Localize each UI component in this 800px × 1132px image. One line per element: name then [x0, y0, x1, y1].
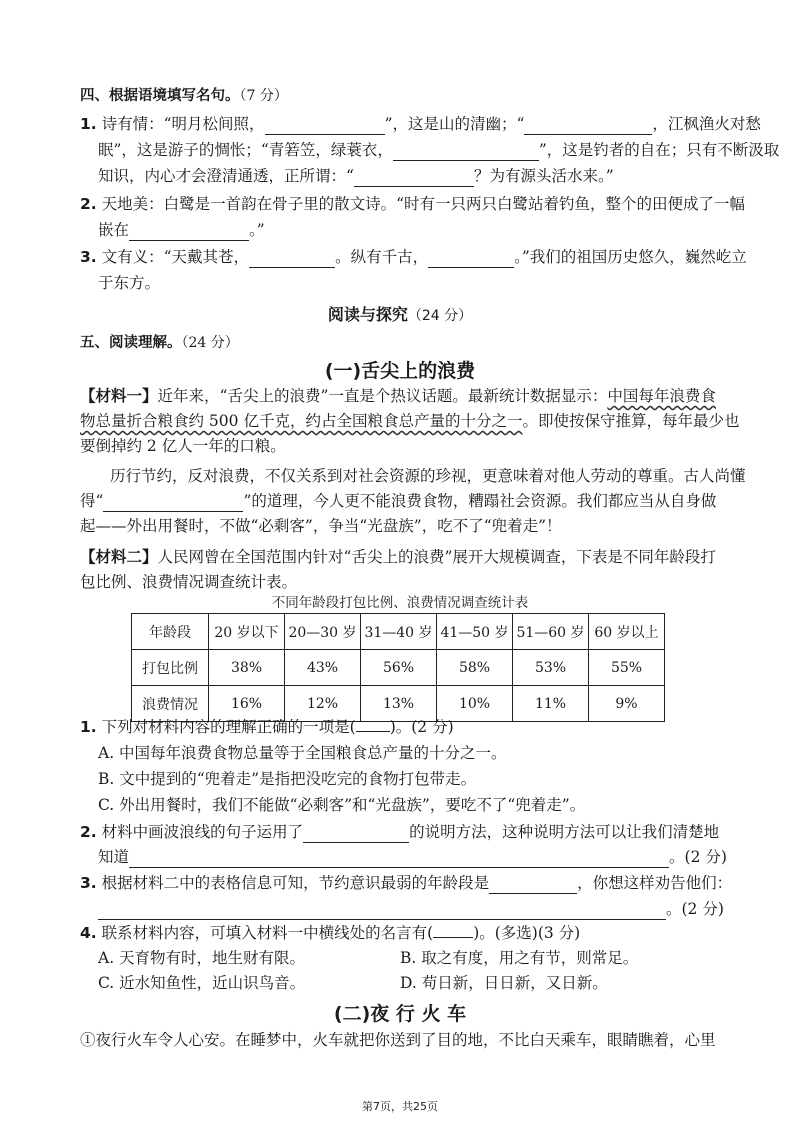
s4-q3-line2 [98, 272, 758, 294]
s4-q1-line2 [98, 139, 780, 161]
s4-q2-line1 [80, 193, 746, 215]
table-cell: 11% [513, 686, 589, 722]
q1-option-a: A. 中国每年浪费食物总量等于全国粮食总产量的十分之一。 [98, 744, 507, 762]
table-cell: 56% [361, 650, 437, 686]
s4-q2-text: 嵌在 [98, 221, 130, 239]
page-footer: 第7页，共25页 [362, 1100, 438, 1113]
s4-q3-text: 。”我们的祖国历史悠久，巍然屹立 [514, 248, 747, 266]
q3-text: ，你想这样劝告他们： [577, 874, 733, 892]
material1-line1 [80, 385, 740, 407]
section5-score: （24 分） [181, 335, 239, 351]
q4-options-row2 [98, 972, 758, 994]
s4-q1-number: 1. [80, 115, 97, 133]
section4-heading [80, 84, 740, 107]
material1-text: 得“ [80, 492, 104, 510]
q1-option-b: B. 文中提到的“兜着走”是指把没吃完的食物打包带走。 [98, 770, 477, 788]
s4-q2-line2 [98, 219, 758, 241]
q1-text: )。(2 分) [389, 718, 454, 736]
s4-q2-text: 。” [249, 221, 265, 239]
reading-title: 阅读与探究 [327, 305, 408, 324]
material2-text: 人民网曾在全国范围内针对“舌尖上的浪费”展开大规模调查，下表是不同年龄段打 [157, 548, 716, 566]
q3-text: 根据材料二中的表格信息可知，节约意识最弱的年龄段是 [101, 874, 490, 892]
blank-field[interactable] [393, 144, 539, 161]
table-cell: 51—60 岁 [513, 614, 589, 650]
section5-title: 五、阅读理解。 [80, 335, 182, 351]
table-cell: 20 岁以下 [209, 614, 285, 650]
s4-q2-text: 天地美：白鹭是一首韵在骨子里的散文诗。“时有一只两只白鹭站着钓鱼，整个的田便成了一幅 [101, 195, 746, 213]
blank-field[interactable] [428, 251, 514, 268]
table-cell: 12% [285, 686, 361, 722]
q2-text: 知道 [98, 848, 130, 866]
material1-text: 近年来，“舌尖上的浪费”一直是个热议话题。最新统计数据显示： [157, 387, 608, 405]
table-cell: 13% [361, 686, 437, 722]
table-cell: 浪费情况 [132, 686, 209, 722]
section4-title: 四、根据语境填写名句。 [80, 88, 240, 104]
material1-text: 起——外出用餐时，不做“必剩客”，争当“光盘族”，吃不了“兜着走”！ [80, 517, 562, 535]
table-cell: 9% [589, 686, 665, 722]
table-cell: 55% [589, 650, 665, 686]
table-cell: 60 岁以上 [589, 614, 665, 650]
blank-field[interactable] [524, 118, 652, 135]
blank-field[interactable] [129, 851, 669, 868]
material2-line1 [80, 546, 740, 568]
q4-options-row1 [98, 947, 758, 969]
q3-text: 。(2 分) [666, 900, 724, 918]
q4-option-a: A. 天育物有时，地生财有限。 [98, 949, 306, 967]
q4-number: 4. [80, 924, 97, 942]
s4-q2-number: 2. [80, 195, 97, 213]
q3-line2 [98, 898, 758, 920]
reading-score: （24 分） [407, 308, 473, 324]
s4-q1-text: ”，这是山的清幽；“ [384, 115, 525, 133]
table-cell: 41—50 岁 [437, 614, 513, 650]
q2-text: 材料中画波浪线的句子运用了 [101, 823, 304, 841]
blank-field[interactable] [489, 877, 577, 894]
q4-option-d: D. 苟日新，日日新，又日新。 [400, 974, 608, 992]
table-header-row [132, 614, 665, 650]
wavy-underlined-text: 物总量折合粮食约 500 亿千克，约占全国粮食总产量的十分之一 [80, 412, 523, 430]
section5-heading [80, 331, 740, 354]
material1-p2-line2 [80, 490, 740, 512]
material1-text: 。即使按保守推算，每年最少也 [522, 412, 740, 430]
table-cell: 53% [513, 650, 589, 686]
material2-tag: 【材料二】 [80, 548, 158, 566]
material1-tag: 【材料一】 [80, 387, 158, 405]
material1-text: 历行节约，反对浪费，不仅关系到对社会资源的珍视，更意味着对他人劳动的尊重。古人尚懂 [110, 467, 746, 485]
q4-text: 联系材料内容，可填入材料一中横线处的名言有( [101, 924, 434, 942]
s4-q3-text: 。纵有千古， [335, 248, 429, 266]
s4-q1-line3 [98, 165, 758, 187]
blank-field[interactable] [98, 903, 666, 920]
table-row [132, 650, 665, 686]
answer-blank[interactable] [356, 731, 390, 732]
q1-stem [80, 716, 740, 738]
material2-line2 [80, 571, 740, 593]
blank-field[interactable] [129, 224, 249, 241]
q4-option-c: C. 近水知鱼性，近山识鸟音。 [98, 974, 306, 992]
stats-table [131, 613, 665, 722]
q1-option-c: C. 外出用餐时，我们不能做“必剩客”和“光盘族”，要吃不了“兜着走”。 [98, 796, 586, 814]
table-cell: 58% [437, 650, 513, 686]
wavy-underlined-text: 中国每年浪费食 [607, 387, 716, 405]
q2-text: 的说明方法，这种说明方法可以让我们清楚地 [409, 823, 720, 841]
q2-number: 2. [80, 823, 97, 841]
blank-field[interactable] [354, 170, 474, 187]
material1-line2 [80, 410, 740, 432]
blank-field[interactable] [303, 826, 409, 843]
s4-q1-text: ，江枫渔火对愁 [652, 115, 761, 133]
table-title: 不同年龄段打包比例、浪费情况调查统计表 [271, 595, 529, 611]
q2-line2 [98, 846, 758, 868]
s4-q1-text: ”，这是钓者的自在；只有不断汲取 [538, 141, 780, 159]
q4-stem [80, 922, 740, 944]
material1-p2-line3 [80, 515, 740, 537]
s4-q1-text: 眠”，这是游子的惆怅；“青箬笠，绿蓑衣， [98, 141, 393, 159]
table-cell: 年龄段 [132, 614, 209, 650]
blank-field[interactable] [249, 251, 335, 268]
material1-text: ”的道理，今人更不能浪费食物，糟蹋社会资源。我们都应当从自身做 [243, 492, 717, 510]
q2-text: 。(2 分) [669, 848, 727, 866]
q1-text: 下列对材料内容的理解正确的一项是( [101, 718, 356, 736]
blank-field[interactable] [265, 118, 385, 135]
q4-option-b: B. 取之有度，用之有节，则常足。 [400, 949, 639, 967]
reading-header [0, 302, 800, 325]
table-cell: 20—30 岁 [285, 614, 361, 650]
q2-line1 [80, 821, 740, 843]
s4-q1-line1 [80, 113, 761, 135]
s4-q3-text: 文有义：“天戴其苍， [101, 248, 250, 266]
material1-line3 [80, 435, 740, 457]
article2-paragraph: ①夜行火车令人心安。在睡梦中，火车就把你送到了目的地，不比白天乘车，眼睛瞧着，心里 [80, 1031, 716, 1049]
s4-q3-text: 于东方。 [98, 274, 161, 292]
s4-q1-text: 诗有情：“明月松间照， [101, 115, 265, 133]
q4-text: )。(多选)(3 分) [473, 924, 581, 942]
table-cell: 31—40 岁 [361, 614, 437, 650]
material2-text: 包比例、浪费情况调查统计表。 [80, 573, 298, 591]
article1-title: (一)舌尖上的浪费 [324, 360, 476, 382]
table-cell: 38% [209, 650, 285, 686]
answer-blank[interactable] [433, 937, 473, 938]
article2-title: (二)夜 行 火 车 [333, 1003, 467, 1025]
q1-number: 1. [80, 718, 97, 736]
q3-line1 [80, 872, 740, 894]
q3-number: 3. [80, 874, 97, 892]
table-cell: 打包比例 [132, 650, 209, 686]
s4-q1-text: 知识，内心才会澄清通透，正所谓：“ [98, 167, 354, 185]
material1-text: 要倒掉约 2 亿人一年的口粮。 [80, 437, 286, 455]
table-cell: 16% [209, 686, 285, 722]
blank-field[interactable] [103, 495, 243, 512]
table-cell: 10% [437, 686, 513, 722]
table-cell: 43% [285, 650, 361, 686]
section4-score: （7 分） [239, 88, 288, 104]
material1-p2-line1 [110, 465, 770, 487]
s4-q1-text: ？为有源头活水来。” [473, 167, 614, 185]
s4-q3-line1 [80, 246, 747, 268]
s4-q3-number: 3. [80, 248, 97, 266]
